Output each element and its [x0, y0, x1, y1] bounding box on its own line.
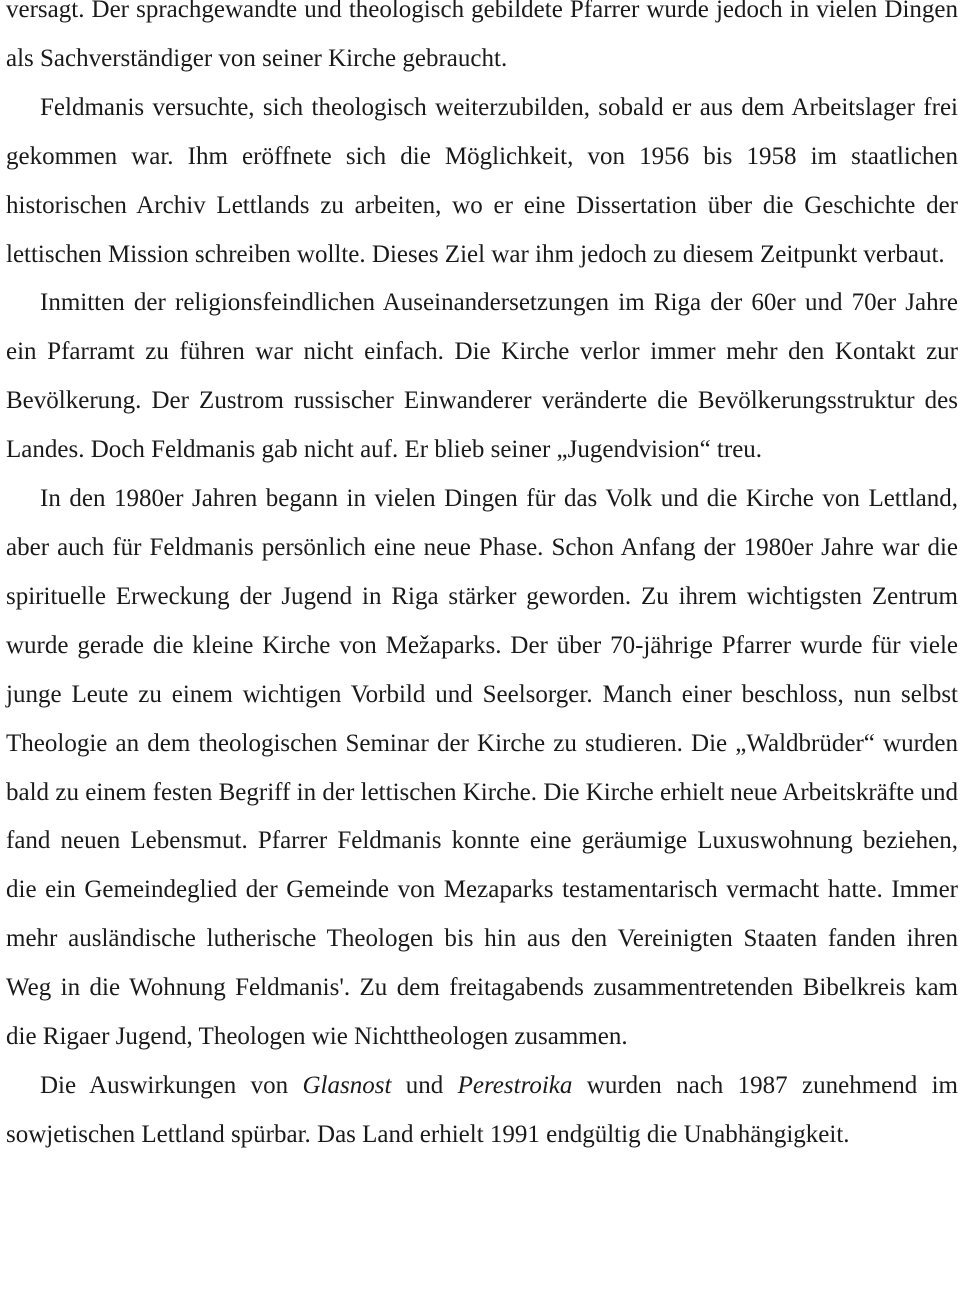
paragraph-1980s-awakening: In den 1980er Jahren begann in vielen Dingen für das Volk und die Kirche von Lettland, aber auch für Feldmanis persönlich eine neue Phase. Schon Anfang der 1980er Jahre war die spirituelle Erweckung der Jugend in Riga stärker geworden. Zu ihrem wichtigsten Zentrum wurde gerade die kleine Kirche von Mežaparks. Der über 70-jährige Pfarrer wurde für viele junge Leute zu einem wichtigen Vorbild und Seelsorger. Manch einer beschloss, nun selbst Theologie an dem theologischen Seminar der Kirche zu studieren. Die „Waldbrüder“ wurden bald zu einem festen Begriff in der lettischen Kirche. Die Kirche erhielt neue Arbeitskräfte und fand neuen Lebensmut. Pfarrer Feldmanis konnte eine geräumige Luxuswohnung beziehen, die ein Gemeindeglied der Gemeinde von Mezaparks testamentarisch vermacht hatte. Immer mehr ausländische lutherische Theologen bis hin aus den Vereinigten Staaten fanden ihren Weg in die Wohnung Feldmanis'. Zu dem freitagabends zusammentretenden Bibelkreis kam die Rigaer Jugend, Theologen wie Nichttheologen zusammen. [6, 485, 958, 1051]
paragraph-pastorate-riga: Inmitten der religionsfeindlichen Auseinandersetzungen im Riga der 60er und 70er Jahre ein Pfarramt zu führen war nicht einfach. Die Kirche verlor immer mehr den Kontakt zur Bevölkerung. Der Zustrom russischer Einwanderer veränderte die Bevölkerungsstruktur des Landes. Doch Feldmanis gab nicht auf. Er blieb seiner „Jugendvision“ treu. [6, 289, 958, 464]
paragraph-glasnost-text-middle: und [391, 1071, 458, 1099]
perestroika-term: Perestroika [457, 1071, 573, 1099]
paragraph-glasnost [6, 1062, 958, 1160]
glasnost-term: Glasnost [302, 1071, 392, 1099]
paragraph-continuation: versagt. Der sprachgewandte und theologisch gebildete Pfarrer wurde jedoch in vielen Dingen als Sachverständiger von seiner Kirche gebraucht. [6, 0, 958, 72]
document-page [6, 0, 958, 1160]
paragraph-theology-studies: Feldmanis versuchte, sich theologisch weiterzubilden, sobald er aus dem Arbeitslager frei gekommen war. Ihm eröffnete sich die Möglichkeit, von 1956 bis 1958 im staatlichen historischen Archiv Lettlands zu arbeiten, wo er eine Dissertation über die Geschichte der lettischen Mission schreiben wollte. Dieses Ziel war ihm jedoch zu diesem Zeitpunkt verbaut. [6, 93, 958, 268]
paragraph-glasnost-text-after: wurden nach 1987 zunehmend im sowjetischen Lettland spürbar. Das Land erhielt 1991 endgültig die Unabhängigkeit. [6, 1071, 959, 1148]
paragraph-glasnost-text-before: Die Auswirkungen von [40, 1071, 303, 1099]
